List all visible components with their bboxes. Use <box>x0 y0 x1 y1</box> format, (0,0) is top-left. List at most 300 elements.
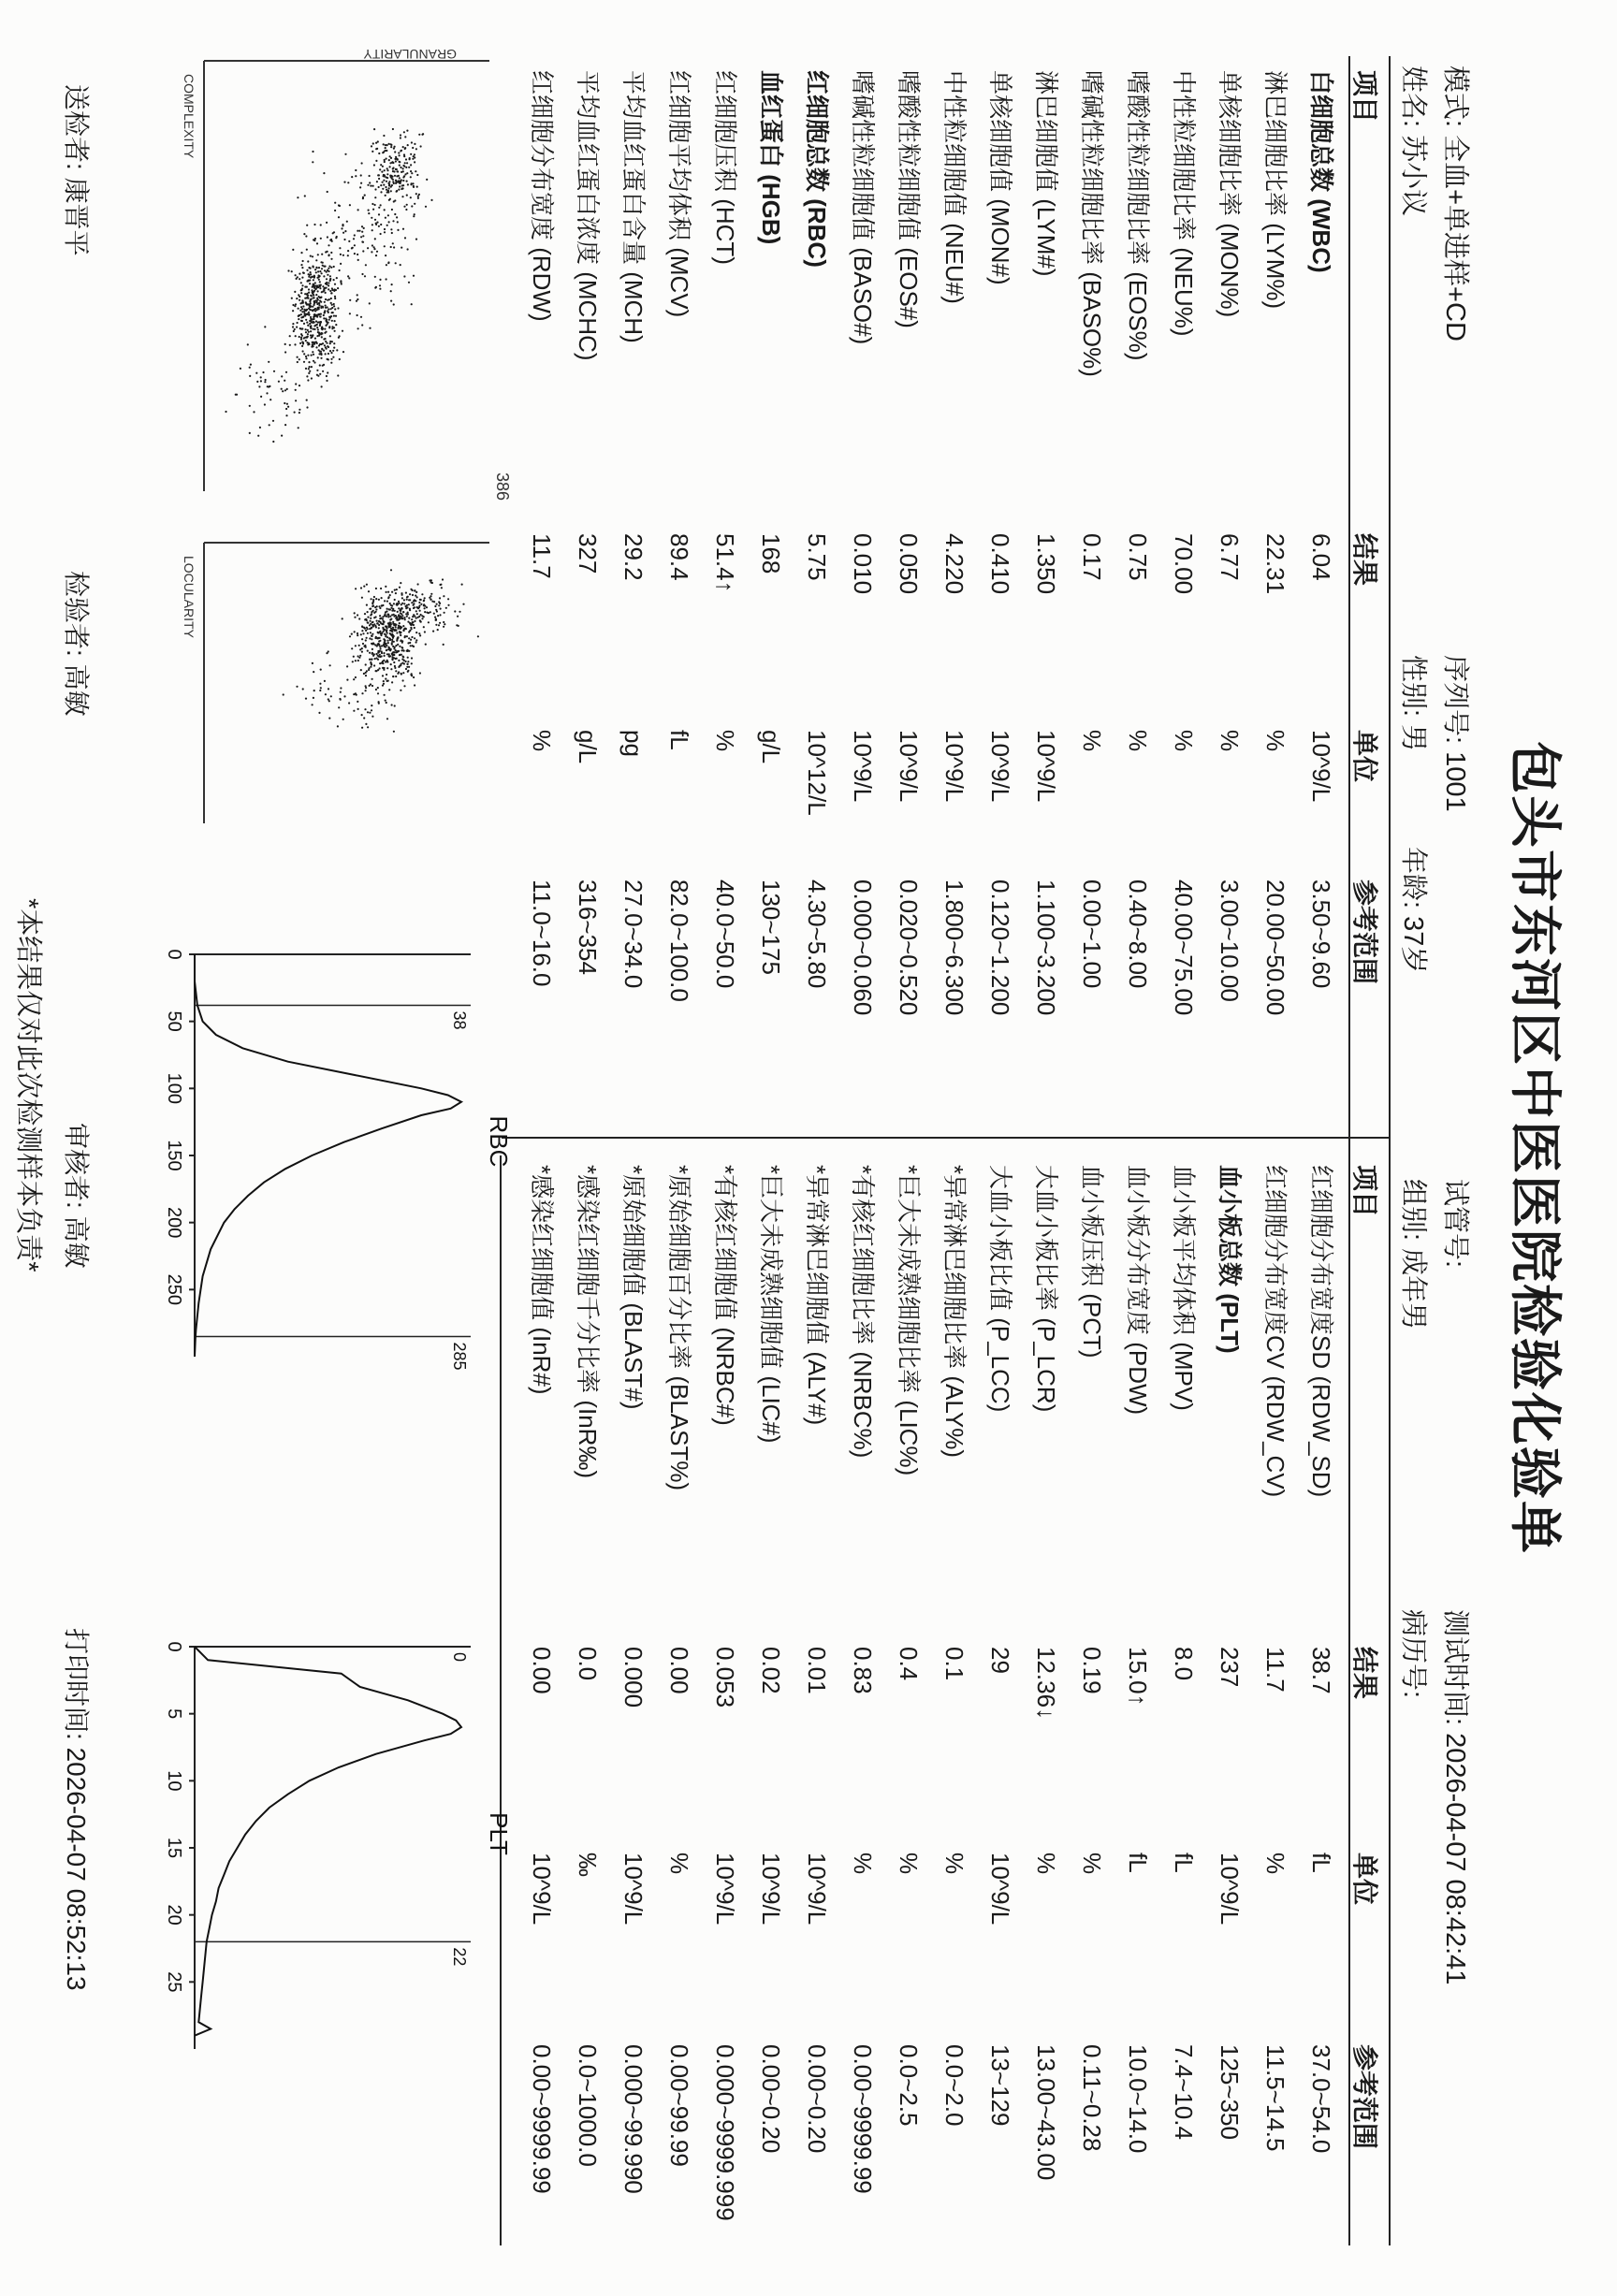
scatter1-point <box>236 394 238 396</box>
scatter1-point <box>318 279 320 281</box>
scatter2-point <box>349 635 351 637</box>
scatter2-point <box>416 606 418 608</box>
scatter1-point <box>284 351 286 353</box>
scatter1-point <box>240 368 241 370</box>
scatter2-point <box>406 606 408 608</box>
scatter2-point <box>402 625 404 627</box>
scatter1-point <box>296 278 298 280</box>
scatter1-point <box>337 307 339 309</box>
scatter1-point <box>299 314 300 316</box>
scatter1-point <box>347 254 349 256</box>
scatter2-point <box>399 632 401 633</box>
scatter1-point <box>333 303 335 305</box>
scatter1-point <box>295 400 297 401</box>
scatter1-point <box>258 385 260 387</box>
scatter2-point <box>379 621 381 623</box>
scatter1-point <box>317 290 319 292</box>
scatter1-point <box>305 356 307 357</box>
scatter2-point <box>411 602 413 603</box>
scatter1-point <box>414 213 415 215</box>
scatter2-point <box>418 632 420 634</box>
scatter1-point <box>285 408 287 410</box>
scatter1-point <box>325 307 327 309</box>
scatter1-point <box>339 247 341 249</box>
scatter1-point <box>294 305 296 307</box>
scatter1-point <box>388 187 390 189</box>
scatter2-point <box>402 611 404 613</box>
scatter1-point <box>313 266 314 268</box>
rbc-x-tick-label: 150 <box>164 1140 184 1171</box>
scatter2-point <box>371 663 372 665</box>
scatter1-point <box>393 303 395 305</box>
scatter1-point <box>367 184 369 186</box>
scatter1-point <box>326 348 328 350</box>
scatter2-point <box>397 673 399 675</box>
scatter1-point <box>312 292 313 294</box>
scatter1-point <box>256 381 258 383</box>
scatter1-point <box>318 332 320 334</box>
scatter2-point <box>395 670 397 672</box>
test-item-name: *巨大未成熟细胞值 (LIC#) <box>757 1165 785 1444</box>
scatter2-point <box>372 599 374 601</box>
scatter2-point <box>375 611 377 613</box>
scatter1-point <box>371 203 373 205</box>
scatter1-point <box>299 358 300 360</box>
scatter2-point <box>411 657 413 659</box>
scatter1-point <box>360 316 362 318</box>
scatter1-point <box>247 343 249 345</box>
scatter1-point <box>384 174 386 176</box>
scatter1-point <box>410 153 412 155</box>
scatter1-point <box>348 240 350 242</box>
scatter1-point <box>306 269 308 271</box>
scatter2-point <box>385 643 386 645</box>
scatter1-point <box>402 167 404 169</box>
scatter1-point <box>328 358 329 360</box>
scatter1-point <box>402 228 404 230</box>
scatter2-point <box>386 660 388 661</box>
scatter1-point <box>307 280 309 282</box>
scatter1-point <box>312 341 313 343</box>
scatter1-point <box>305 235 307 237</box>
scatter2-point <box>402 656 404 658</box>
scatter1-point <box>420 145 422 147</box>
scatter1-point <box>312 286 313 288</box>
test-unit: fL <box>1307 1853 1335 1873</box>
scatter1-point <box>330 358 332 360</box>
test-unit: % <box>1261 730 1289 752</box>
scatter1-point <box>310 325 312 327</box>
scatter1-point <box>340 254 342 255</box>
scatter2-point <box>399 587 401 589</box>
scatter1-point <box>357 254 358 255</box>
scatter1-point <box>396 216 398 218</box>
scatter2-point <box>319 683 321 685</box>
scatter1-point <box>329 279 331 281</box>
scatter2-point <box>399 646 401 647</box>
scatter2-point <box>399 665 401 667</box>
scatter2-point <box>296 686 298 688</box>
scatter2-point <box>340 687 342 689</box>
scatter1-point <box>403 166 405 167</box>
scatter2-point <box>353 693 355 695</box>
test-item-name: 红细胞总数 (RBC) <box>803 70 831 268</box>
scatter1-point <box>313 354 314 356</box>
right-col-item-header: 项目 <box>1350 1165 1379 1218</box>
scatter2-point <box>429 579 430 581</box>
scatter2-point <box>378 651 380 653</box>
scatter1-point <box>348 277 350 279</box>
reference-range: 82.0~100.0 <box>665 879 693 1002</box>
scatter2-point <box>338 706 340 708</box>
right-result-column <box>518 1647 1344 1720</box>
test-item-name: 红细胞平均体积 (MCV) <box>665 70 693 318</box>
scatter2-point <box>351 647 353 649</box>
scatter2-point <box>371 685 373 687</box>
scatter2-point <box>395 676 397 677</box>
test-item-name: 红细胞分布宽度SD (RDW_SD) <box>1307 1165 1335 1498</box>
plt-x-tick-label: 25 <box>164 1971 184 1993</box>
scatter1-point <box>301 345 303 347</box>
scatter2-point <box>367 628 369 630</box>
scatter1-point <box>403 275 405 277</box>
scatter1-point <box>384 228 386 230</box>
scatter2-point <box>375 598 377 600</box>
scatter1-point <box>375 286 377 288</box>
scatter1-point <box>310 337 312 339</box>
plt-plot-area <box>164 1641 471 2049</box>
scatter1-point <box>398 152 400 153</box>
scatter2-point <box>379 667 381 669</box>
scatter1-point <box>333 315 335 317</box>
scatter2-point <box>361 714 363 716</box>
scatter1-point <box>307 333 309 335</box>
scatter1-point <box>403 155 405 157</box>
scatter1-point <box>414 143 415 145</box>
reference-range: 1.800~6.300 <box>940 879 969 1016</box>
scatter2-point <box>406 616 408 618</box>
scatter2-point <box>361 626 363 628</box>
scatter2-point <box>385 661 386 662</box>
scatter2-point <box>385 700 386 702</box>
scatter2-point <box>383 620 385 622</box>
scatter1-point <box>311 289 313 291</box>
reference-range: 0.0~2.0 <box>940 2044 969 2127</box>
age-field <box>1396 847 1435 973</box>
scatter2-point <box>357 655 359 657</box>
scatter2-point <box>403 617 405 618</box>
scatter2-point <box>444 612 445 614</box>
scatter1-point <box>302 260 304 262</box>
scatter2-point <box>369 652 371 654</box>
scatter2-point <box>390 569 392 571</box>
scatter2-point <box>401 659 403 661</box>
scatter2-point <box>373 664 375 666</box>
scatter1-point <box>406 181 408 182</box>
scatter1-point <box>395 180 397 182</box>
scatter2-point <box>283 693 284 695</box>
scatter2-point <box>431 601 433 603</box>
scatter1-point <box>257 435 259 437</box>
scatter1-point <box>331 304 333 306</box>
test-result: 6.04 <box>1307 533 1335 581</box>
scatter1-point <box>301 341 303 343</box>
scatter1-point <box>374 238 376 240</box>
scatter2-point <box>411 618 413 620</box>
scatter2-point <box>320 687 322 689</box>
scatter1-point <box>323 364 325 366</box>
scatter2-point <box>438 624 440 626</box>
scatter1-point <box>328 266 330 268</box>
scatter2-point <box>419 634 421 636</box>
scatter2-point <box>410 645 412 647</box>
scatter1-point <box>415 148 417 150</box>
scatter1-point <box>401 196 403 197</box>
scatter1-point <box>369 327 371 329</box>
scatter2-point <box>386 610 387 612</box>
scatter2-point <box>366 637 368 639</box>
scatter1-point <box>303 353 305 355</box>
scatter1-point <box>310 273 312 275</box>
scatter1-point <box>347 250 349 252</box>
scatter2-point <box>413 676 415 678</box>
scatter2-point <box>397 611 399 613</box>
test-result: 0.75 <box>1124 533 1152 581</box>
scatter1-point <box>326 278 328 280</box>
scatter1-point <box>300 264 302 266</box>
scatter2-point <box>403 685 405 687</box>
scatter1-point <box>397 221 399 223</box>
scatter1-point <box>415 170 416 172</box>
scatter2-point <box>440 584 442 586</box>
scatter1-point <box>314 310 316 312</box>
test-item-name: *有核红细胞值 (NRBC#) <box>711 1165 739 1426</box>
test-unit: 10^9/L <box>803 1853 831 1925</box>
scatter1-point <box>412 182 414 184</box>
scatter1-point <box>351 176 353 178</box>
scatter1-point <box>329 335 331 337</box>
reference-range: 0.000~99.990 <box>619 2044 648 2194</box>
mode-value: 全血+单进样+CD <box>1440 135 1470 341</box>
scatter1-point <box>323 314 325 316</box>
scatter2-point <box>354 612 356 614</box>
scatter1-point <box>377 174 379 176</box>
scatter2-point <box>381 652 383 654</box>
scatter1-point <box>376 222 378 224</box>
test-unit: % <box>665 1853 693 1875</box>
scatter2-point <box>358 645 360 647</box>
scatter1-point <box>404 173 406 175</box>
scatter2-point <box>410 624 412 626</box>
plt-x-tick-label: 0 <box>164 1641 184 1652</box>
scatter1-point <box>269 424 270 426</box>
scatter1-point <box>408 167 410 168</box>
scatter1-point <box>313 316 314 318</box>
reference-range: 0.11~0.28 <box>1078 2044 1106 2152</box>
print-time-value: 2026-04-07 08:52:13 <box>62 1747 91 1991</box>
test-unit: % <box>940 1853 969 1875</box>
scatter2-point <box>384 655 386 657</box>
scatter2-point <box>355 645 357 647</box>
scatter1-point <box>278 381 280 383</box>
scatter1-point <box>386 177 388 179</box>
scatter1-point <box>355 169 357 171</box>
scatter2-point <box>396 640 398 642</box>
scatter1-point <box>311 366 313 368</box>
scatter1-point <box>354 244 356 246</box>
scatter1-point <box>386 158 387 160</box>
scatter2-point <box>381 662 383 664</box>
scatter1-point <box>307 298 309 299</box>
scatter2-point <box>384 646 386 647</box>
scatter1-point <box>291 298 293 299</box>
sex-field <box>1396 655 1435 751</box>
scatter1-point <box>322 306 324 308</box>
scatter2-point <box>355 588 357 589</box>
scatter2-point <box>424 631 426 632</box>
scatter2-point <box>388 647 390 649</box>
scatter2-point <box>401 673 402 675</box>
scatter1-point <box>307 329 309 331</box>
scatter1-point <box>255 372 257 374</box>
scatter2-point <box>384 694 386 696</box>
scatter2-point <box>388 626 390 628</box>
scatter1-point <box>384 169 386 171</box>
scatter2-point <box>378 640 380 642</box>
scatter1-point <box>299 385 300 386</box>
scatter1-point <box>266 392 268 394</box>
test-unit: % <box>1124 730 1152 752</box>
scatter1-point <box>396 175 398 177</box>
scatter1-point <box>333 342 335 344</box>
scatter1-point <box>306 225 308 226</box>
reference-range: 3.50~9.60 <box>1307 879 1335 989</box>
scatter2-point <box>363 717 365 719</box>
scatter1-point <box>328 284 329 286</box>
scatter2-point <box>410 674 412 676</box>
scatter1-point <box>301 284 303 286</box>
scatter1-point <box>327 371 328 373</box>
scatter1-point <box>326 380 328 382</box>
scatter2-point <box>337 725 339 727</box>
scatter1-point <box>313 304 315 306</box>
scatter2-point <box>357 708 359 710</box>
scatter2-point <box>424 611 426 613</box>
scatter1-point <box>292 304 294 306</box>
scatter2-point <box>386 680 388 682</box>
scatter2-xlabel: LOCULARITY <box>182 556 197 638</box>
scatter1-point <box>330 352 332 354</box>
scatter1-point <box>322 265 324 267</box>
scatter1-point <box>404 136 406 138</box>
scatter1-point <box>339 269 341 271</box>
scatter2-point <box>392 676 394 677</box>
test-result: 0.01 <box>803 1647 831 1694</box>
reference-range: 10.0~14.0 <box>1124 2044 1152 2154</box>
scatter2-point <box>406 599 408 601</box>
plt-x-tick-label: 10 <box>164 1770 184 1792</box>
scatter2-point <box>383 669 385 671</box>
scatter2-point <box>367 726 369 728</box>
scatter2-point <box>357 614 358 616</box>
scatter1-point <box>384 231 386 233</box>
scatter1-point <box>327 299 328 301</box>
scatter1-point <box>322 285 324 287</box>
scatter1-point <box>430 199 432 201</box>
scatter2-point <box>430 599 431 601</box>
test-unit: fL <box>1170 1853 1198 1873</box>
scatter1-point <box>321 385 323 387</box>
reference-range: 40.00~75.00 <box>1170 879 1198 1016</box>
scatter1-point <box>300 252 302 254</box>
scatter1-point <box>308 314 310 316</box>
scatter1-point <box>323 172 325 174</box>
scatter1-point <box>299 336 300 338</box>
scatter1-point <box>346 221 348 223</box>
scatter2-point <box>361 630 363 632</box>
scatter2-point <box>371 621 373 623</box>
reference-range: 125~350 <box>1216 2044 1244 2140</box>
scatter1-point <box>305 368 307 370</box>
scatter1-point <box>319 270 321 272</box>
scatter2-point <box>408 618 410 619</box>
rbc-plot-area <box>164 949 471 1370</box>
reviewer-label: 审核者: <box>62 1123 91 1209</box>
scatter1-point <box>367 247 369 249</box>
scatter2-point <box>400 640 401 642</box>
scatter2-point <box>389 618 391 620</box>
scatter1-xlabel: COMPLEXITY <box>182 74 197 159</box>
scatter2-point <box>367 611 369 613</box>
scatter1-point <box>318 307 320 309</box>
scatter2-point <box>367 650 369 652</box>
scatter1-point <box>297 196 299 198</box>
scatter2-point <box>439 622 441 624</box>
scatter1-point <box>321 254 323 255</box>
scatter1-point <box>402 176 404 178</box>
scatter1-point <box>329 317 331 319</box>
scatter2-point <box>386 601 388 603</box>
scatter2-point <box>348 702 350 704</box>
scatter1-point <box>385 217 386 219</box>
scatter1-point <box>324 328 326 330</box>
test-unit: % <box>1216 730 1244 752</box>
scatter1-point <box>331 341 333 342</box>
scatter1-point <box>391 209 393 211</box>
scatter1-point <box>368 210 370 211</box>
disclaimer-note: *本结果仅对此次检测样本负责* <box>13 898 43 1272</box>
scatter1-point <box>414 156 415 158</box>
scatter2-point-cloud <box>283 569 479 733</box>
scatter1-point <box>330 252 332 254</box>
scatter1-point <box>249 432 251 434</box>
test-result: 12.36↓ <box>1032 1647 1060 1721</box>
scatter2-point <box>361 597 363 599</box>
scatter2-point <box>372 601 374 603</box>
scatter1-point <box>318 313 320 315</box>
sender-field <box>59 84 96 256</box>
scatter2-point <box>371 705 372 706</box>
scatter1-point <box>300 289 302 291</box>
scatter1-point <box>347 182 349 183</box>
rbc-x-tick-label: 250 <box>164 1273 184 1306</box>
scatter1-point <box>371 229 373 231</box>
scatter1-point <box>330 239 332 240</box>
scatter2-point <box>383 652 385 654</box>
scatter2-point <box>386 718 388 719</box>
scatter1-point <box>312 310 313 312</box>
scatter1-point <box>338 216 340 218</box>
